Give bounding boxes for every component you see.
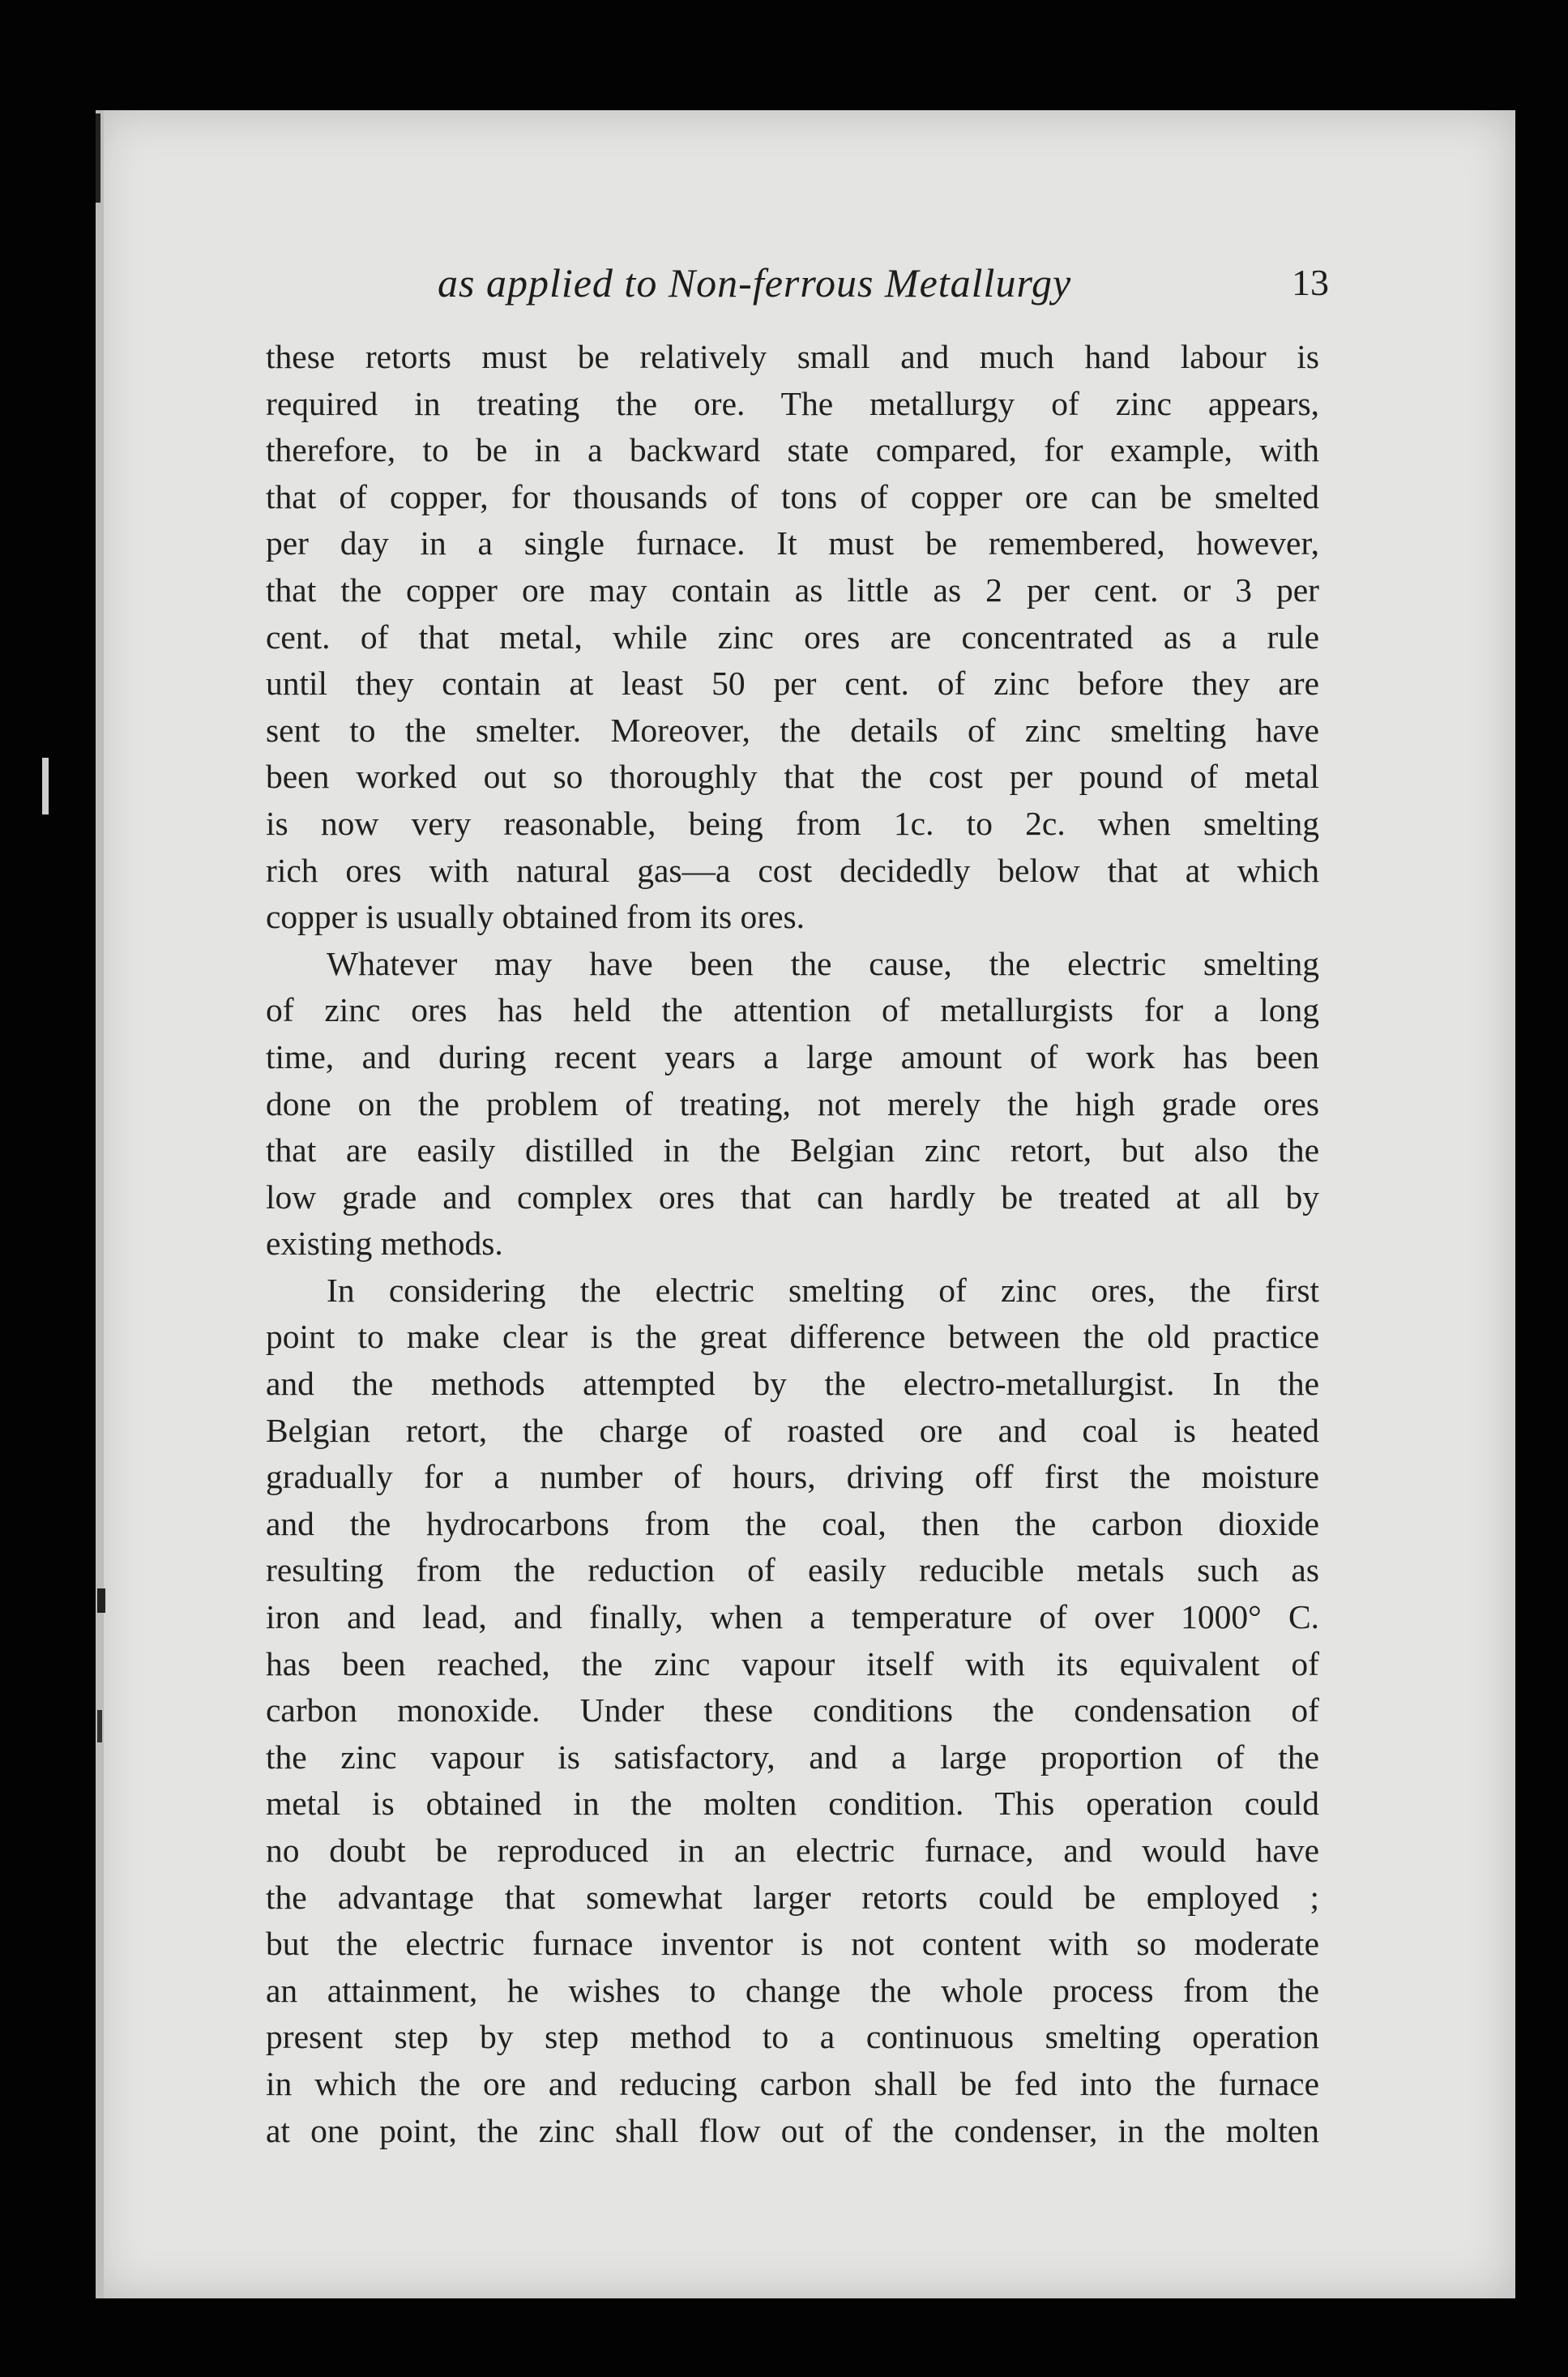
text-line: but the electric furnace inventor is not content with so moderate: [266, 1925, 1319, 1963]
text-line: and the hydrocarbons from the coal, then the carbon dioxide: [266, 1504, 1319, 1542]
text-line: In considering the electric smelting of zinc ores, the first: [327, 1271, 1319, 1309]
running-head: as applied to Non-ferrous Metallurgy: [438, 260, 1072, 306]
text-line: therefore, to be in a backward state compared, for example, with: [266, 431, 1319, 469]
text-line: time, and during recent years a large amount of work has been: [266, 1037, 1319, 1075]
text-line: gradually for a number of hours, driving off first the moisture: [266, 1458, 1319, 1496]
margin-mark: [97, 1588, 105, 1613]
text-line: until they contain at least 50 per cent. of zinc before they are: [266, 665, 1319, 703]
text-line: done on the problem of treating, not merely the high grade ores: [266, 1084, 1319, 1122]
text-line: Belgian retort, the charge of roasted ore and coal is heated: [266, 1411, 1319, 1449]
text-line: carbon monoxide. Under these conditions the condensation of: [266, 1691, 1319, 1729]
text-line: an attainment, he wishes to change the whole process from the: [266, 1971, 1319, 2009]
text-line: that of copper, for thousands of tons of copper ore can be smelted: [266, 477, 1319, 515]
text-line: existing methods.: [266, 1225, 503, 1263]
text-line: that are easily distilled in the Belgian zinc retort, but also the: [266, 1131, 1319, 1169]
text-line: is now very reasonable, being from 1c. to 2c. when smelting: [266, 804, 1319, 842]
margin-mark: [96, 113, 100, 203]
text-line: and the methods attempted by the electro-metallurgist. In the: [266, 1365, 1319, 1403]
text-line: in which the ore and reducing carbon shall be fed into the furnace: [266, 2064, 1319, 2102]
page-header: [267, 259, 1329, 324]
text-line: these retorts must be relatively small and much hand labour is: [266, 338, 1319, 375]
text-line: Whatever may have been the cause, the electric smelting: [327, 944, 1319, 982]
text-line: resulting from the reduction of easily reducible metals such as: [266, 1551, 1319, 1589]
margin-mark: [42, 758, 49, 814]
text-line: iron and lead, and finally, when a temperature of over 1000° C.: [266, 1598, 1319, 1636]
text-line: the zinc vapour is satisfactory, and a large proportion of the: [266, 1738, 1319, 1776]
text-line: no doubt be reproduced in an electric furnace, and would have: [266, 1832, 1319, 1869]
text-line: been worked out so thoroughly that the cost per pound of metal: [266, 758, 1319, 796]
text-line: that the copper ore may contain as little as 2 per cent. or 3 per: [266, 571, 1319, 609]
text-line: at one point, the zinc shall flow out of the condenser, in the molten: [266, 2111, 1319, 2149]
text-line: required in treating the ore. The metallurgy of zinc appears,: [266, 384, 1319, 422]
text-line: rich ores with natural gas—a cost decidedly below that at which: [266, 851, 1319, 889]
text-line: present step by step method to a continuous smelting operation: [266, 2018, 1319, 2056]
text-line: cent. of that metal, while zinc ores are concentrated as a rule: [266, 618, 1319, 656]
text-line: sent to the smelter. Moreover, the details of zinc smelting have: [266, 711, 1319, 749]
text-line: low grade and complex ores that can hardly be treated at all by: [266, 1178, 1319, 1216]
text-line: metal is obtained in the molten condition. This operation could: [266, 1785, 1319, 1823]
text-line: per day in a single furnace. It must be remembered, however,: [266, 524, 1319, 562]
page-binding-edge: [96, 110, 104, 2298]
text-line: copper is usually obtained from its ores.: [266, 898, 805, 936]
page-number: 13: [1292, 262, 1329, 303]
text-line: of zinc ores has held the attention of metallurgists for a long: [266, 991, 1319, 1029]
text-line: point to make clear is the great difference between the old practice: [266, 1318, 1319, 1356]
margin-mark: [97, 1710, 102, 1742]
text-line: has been reached, the zinc vapour itself with its equivalent of: [266, 1644, 1319, 1682]
text-line: the advantage that somewhat larger retorts could be employed ;: [266, 1878, 1319, 1916]
body-text: [266, 334, 1319, 2154]
